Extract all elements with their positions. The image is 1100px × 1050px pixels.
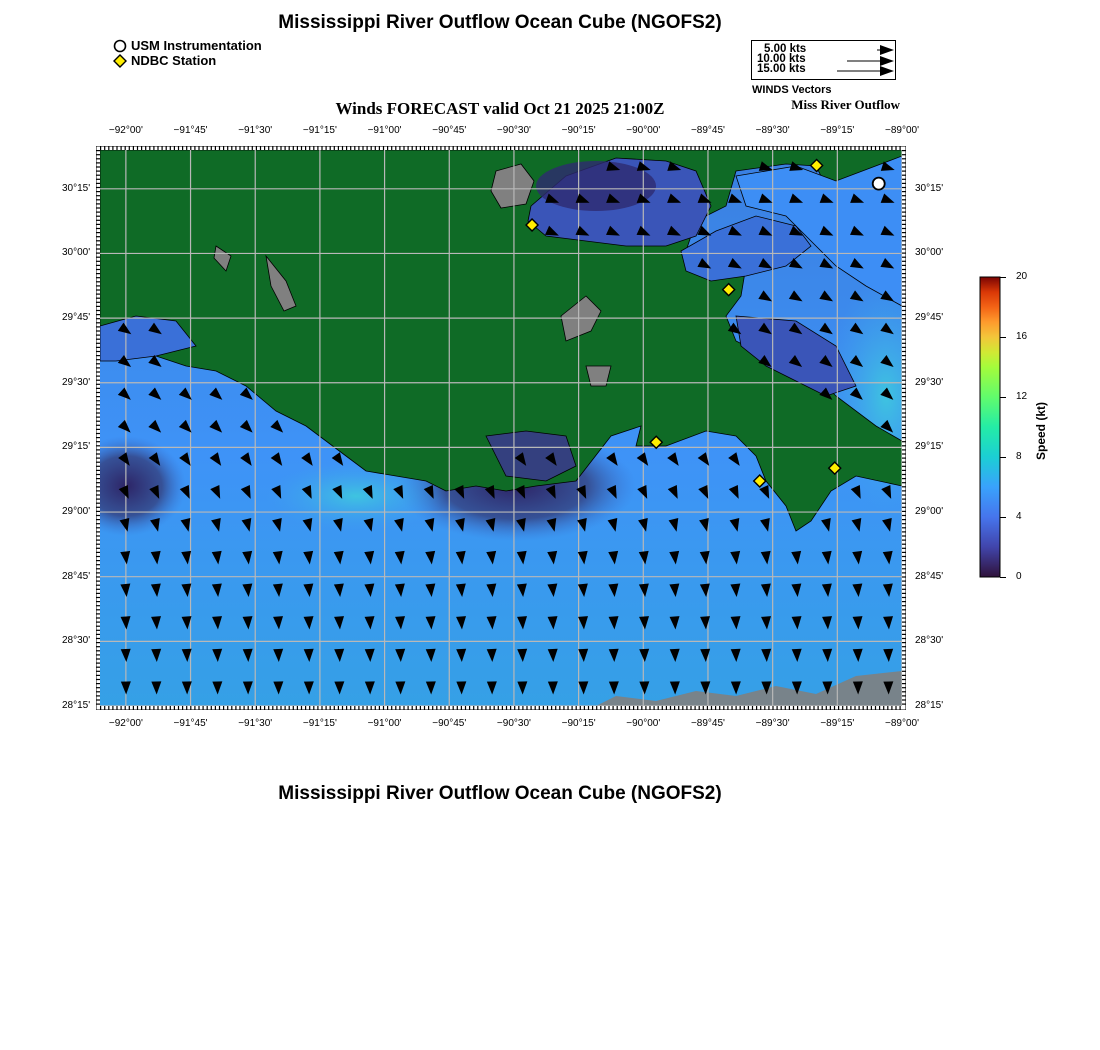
colorbar-tick-mark: [1000, 577, 1006, 578]
lon-tick-label-top: −90°30': [496, 125, 531, 136]
lon-tick-label-top: −91°45': [173, 125, 208, 136]
lon-tick-label-bottom: −89°45': [690, 718, 725, 729]
lon-tick-label-top: −92°00': [108, 125, 143, 136]
lat-tick-label-left: 29°15': [62, 441, 91, 453]
lat-tick-label-right: 29°15': [915, 441, 944, 453]
colorbar-gradient: [980, 277, 1000, 577]
lon-tick-label-bottom: −90°00': [626, 718, 661, 729]
lon-tick-label-top: −91°30': [238, 125, 273, 136]
lon-tick-label-bottom: −90°30': [496, 718, 531, 729]
colorbar-tick-mark: [1000, 457, 1006, 458]
lat-tick-label-left: 28°30': [62, 635, 91, 647]
usm-station-marker[interactable]: [873, 178, 885, 190]
diamond-marker-icon: [113, 54, 127, 68]
lat-tick-label-left: 29°00': [62, 506, 91, 518]
vector-key-caption: WINDS Vectors: [752, 84, 832, 96]
lon-tick-label-bottom: −90°45': [432, 718, 467, 729]
map-title: Winds FORECAST valid Oct 21 2025 21:00Z: [335, 99, 665, 118]
page-title: Mississippi River Outflow Ocean Cube (NGOFS2): [278, 12, 722, 33]
colorbar-tick-mark: [1000, 337, 1006, 338]
lat-tick-label-left: 30°00': [62, 247, 91, 259]
vector-key-arrows: [837, 43, 895, 77]
lat-tick-label-left: 28°15': [62, 700, 91, 711]
legend-ndbc-label: NDBC Station: [131, 53, 217, 68]
colorbar-tick-label: 20: [1016, 271, 1028, 282]
lat-tick-label-right: 29°30': [915, 376, 944, 388]
lat-tick-label-right: 28°30': [915, 635, 944, 647]
lon-tick-label-bottom: −89°30': [755, 718, 790, 729]
lon-tick-label-bottom: −91°00': [367, 718, 402, 729]
lon-tick-label-bottom: −89°15': [820, 718, 855, 729]
lon-tick-label-bottom: −91°15': [302, 718, 337, 729]
colorbar: [978, 275, 1006, 579]
lat-tick-label-right: 28°45': [915, 570, 944, 582]
lat-tick-label-right: 29°45': [915, 312, 944, 324]
legend-usm-label: USM Instrumentation: [131, 38, 262, 53]
lat-tick-label-right: 30°15': [915, 182, 944, 194]
vector-key: [751, 40, 896, 80]
lon-tick-label-bottom: −91°45': [173, 718, 208, 729]
lon-tick-label-top: −91°15': [302, 125, 337, 136]
lon-tick-label-top: −91°00': [367, 125, 402, 136]
map-region-label: Miss River Outflow: [791, 97, 900, 112]
lat-tick-label-right: 29°00': [915, 506, 944, 518]
lon-tick-label-top: −90°45': [432, 125, 467, 136]
lat-tick-label-left: 28°45': [62, 570, 91, 582]
colorbar-tick-label: 12: [1016, 391, 1028, 402]
colorbar-tick-mark: [1000, 517, 1006, 518]
colorbar-tick-label: 0: [1016, 571, 1022, 582]
lon-tick-label-bottom: −92°00': [108, 718, 143, 729]
lon-tick-label-top: −89°45': [690, 125, 725, 136]
lat-tick-label-left: 29°45': [62, 312, 91, 324]
lon-tick-label-bottom: −89°00': [885, 718, 919, 729]
wind-map[interactable]: [96, 146, 906, 710]
vector-key-row-10: 10.00 kts: [757, 53, 806, 65]
vector-key-row-15: 15.00 kts: [757, 63, 806, 75]
lon-tick-label-bottom: −91°30': [238, 718, 273, 729]
lon-tick-label-top: −89°00': [885, 125, 919, 136]
colorbar-tick-mark: [1000, 397, 1006, 398]
footer-title: Mississippi River Outflow Ocean Cube (NGOFS2): [278, 783, 722, 804]
lon-tick-label-top: −89°15': [820, 125, 855, 136]
legend-ndbc: [113, 53, 216, 68]
lon-tick-label-bottom: −90°15': [561, 718, 596, 729]
colorbar-tick-label: 16: [1016, 331, 1028, 342]
lat-tick-label-right: 30°00': [915, 247, 944, 259]
circle-marker-icon: [113, 39, 127, 53]
lon-tick-label-top: −90°15': [561, 125, 596, 136]
lat-tick-label-right: 28°15': [915, 700, 944, 711]
lat-tick-label-left: 29°30': [62, 376, 91, 388]
colorbar-label: Speed (kt): [1034, 401, 1048, 460]
colorbar-tick-label: 8: [1016, 451, 1022, 462]
colorbar-tick-label: 4: [1016, 511, 1022, 522]
colorbar-tick-mark: [1000, 277, 1006, 278]
lat-tick-label-left: 30°15': [62, 182, 91, 194]
lon-tick-label-top: −89°30': [755, 125, 790, 136]
legend-usm: [113, 38, 262, 53]
lon-tick-label-top: −90°00': [626, 125, 661, 136]
vector-key-row-5: 5.00 kts: [764, 43, 807, 55]
